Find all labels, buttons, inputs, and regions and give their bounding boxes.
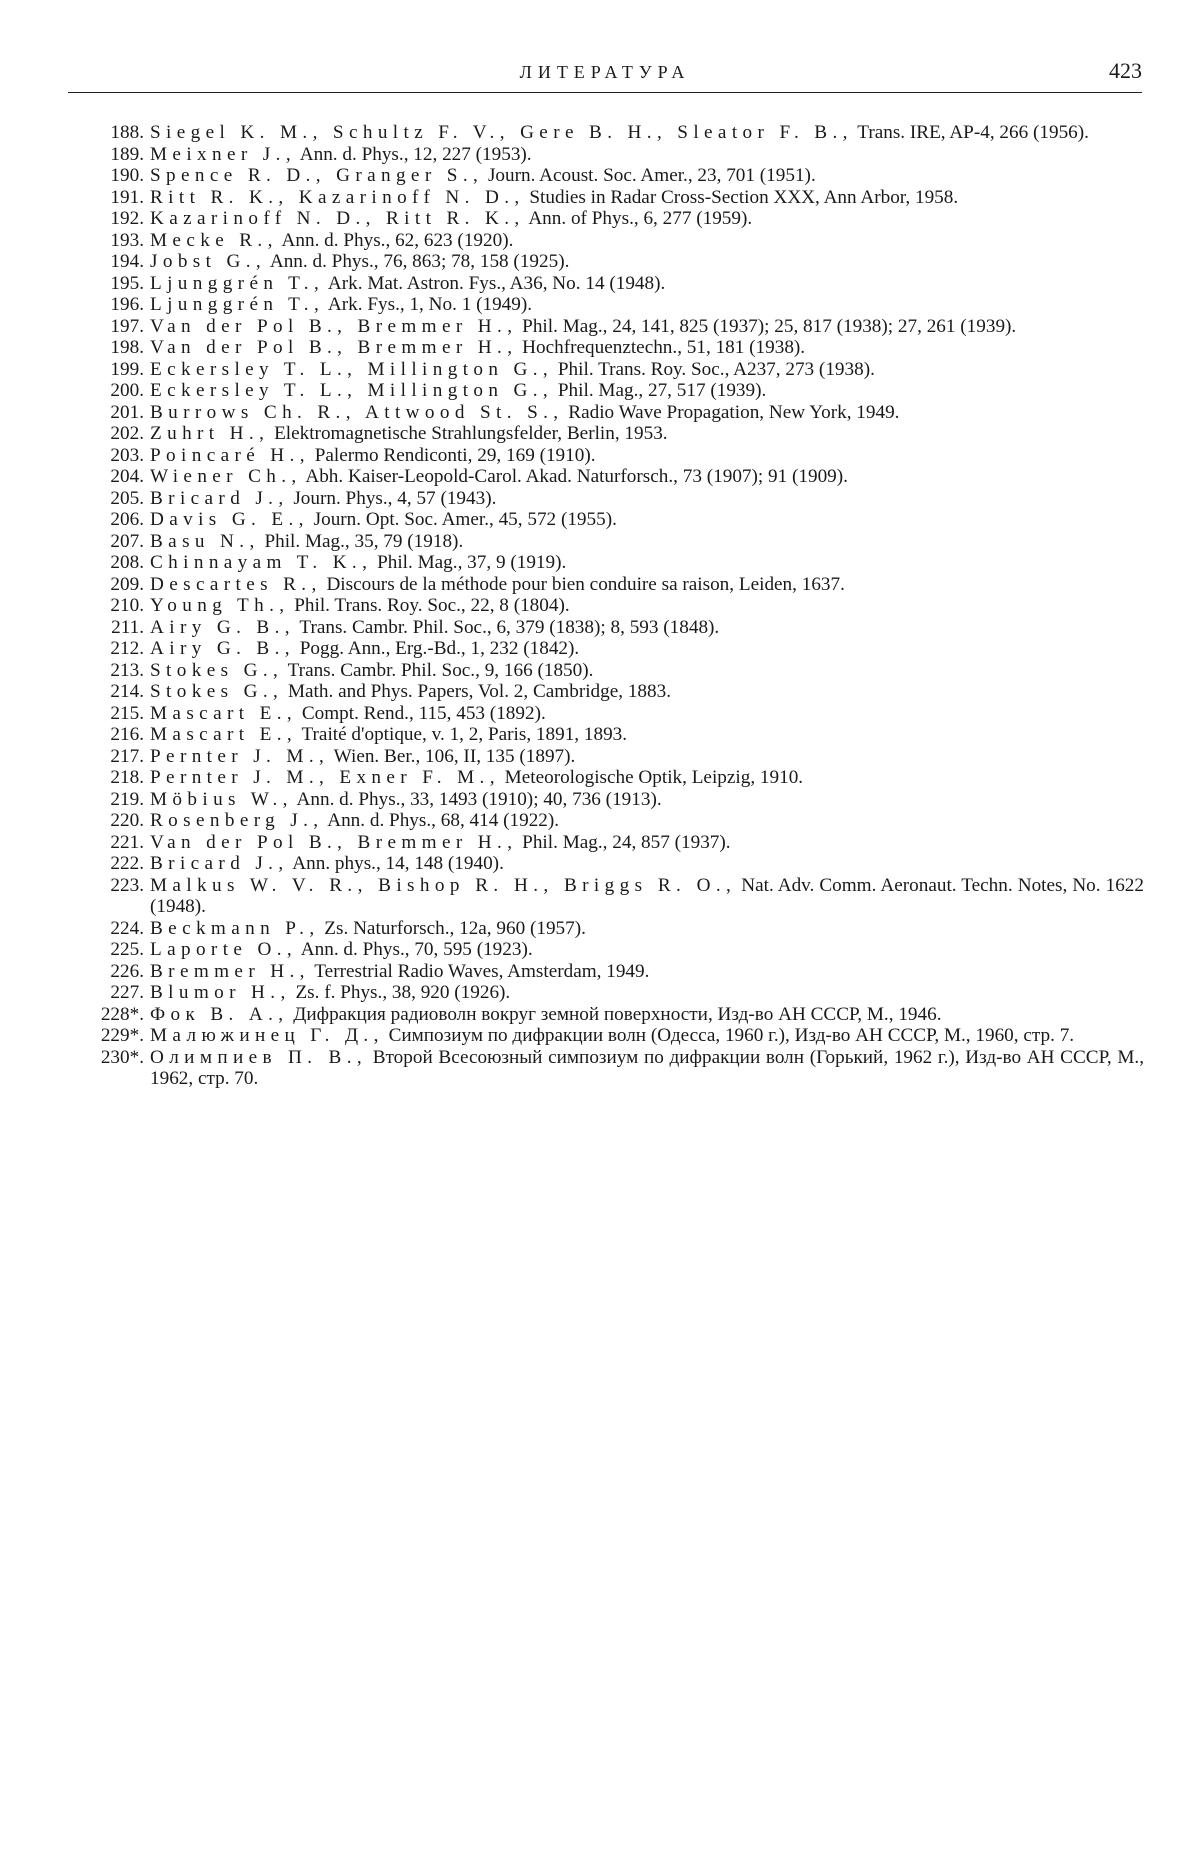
reference-authors: Beckmann P., [150,917,320,939]
reference-text [150,488,1144,510]
reference-authors: Van der Pol B., Bremmer H., [150,315,518,337]
reference-number: 201. [110,401,144,423]
reference-authors: Pernter J. M., Exner F. M., [150,767,500,788]
reference-authors: Ljunggrén T., [150,272,325,294]
reference-item [68,552,1144,574]
reference-authors: Descartes R., [150,573,322,595]
reference-number: 191. [110,186,144,208]
reference-number: 224. [110,917,144,939]
reference-authors: Фок В. А., [150,1003,289,1025]
reference-number: 211. [111,616,144,638]
reference-number: 205. [110,487,144,509]
reference-source: Ann. d. Phys., 62, 623 (1920). [281,229,514,251]
reference-source: Phil. Trans. Roy. Soc., 22, 8 (1804). [294,595,570,616]
running-title: ЛИТЕРАТУРА [519,62,691,82]
reference-source: Trans. IRE, AP-4, 266 (1956). [857,122,1089,143]
reference-source: Ann. d. Phys., 12, 227 (1953). [299,143,532,165]
reference-item [68,918,1144,940]
reference-item [68,165,1144,187]
reference-number: 203. [110,444,144,466]
reference-number: 188. [110,122,144,143]
reference-item [68,1004,1144,1026]
reference-text [150,509,1144,531]
reference-authors: Spence R. D., Granger S., [150,165,484,186]
reference-text [150,466,1144,488]
reference-number: 207. [110,530,144,552]
reference-source: Phil. Mag., 27, 517 (1939). [557,380,767,401]
reference-source: Phil. Trans. Roy. Soc., A237, 273 (1938). [557,358,875,380]
reference-number: 209. [110,573,144,595]
reference-text [150,316,1144,338]
reference-number: 229*. [100,1025,144,1046]
reference-source: Journ. Phys., 4, 57 (1943). [293,487,497,509]
reference-source: Phil. Mag., 24, 141, 825 (1937); 25, 817 (1938); 27, 261 (1939). [522,315,1017,337]
reference-text [150,595,1144,617]
reference-authors: Siegel K. M., Schultz F. V., Gere B. H., Sleator F. B., [150,122,853,143]
reference-text [150,681,1144,703]
reference-text [150,638,1144,660]
reference-number: 219. [110,788,144,810]
reference-text [150,552,1144,574]
reference-authors: Airy G. B., [150,616,295,638]
reference-authors: Stokes G., [150,659,284,681]
reference-number: 197. [110,315,144,337]
reference-number: 208. [110,552,144,573]
reference-authors: Basu N., [150,530,260,552]
reference-item [68,294,1144,316]
reference-authors: Олимпиев П. В., [150,1046,368,1068]
reference-authors: Airy G. B., [150,638,295,659]
reference-text [150,961,1144,983]
reference-item [68,638,1144,660]
reference-source: Trans. Cambr. Phil. Soc., 9, 166 (1850). [287,659,594,681]
reference-number: 210. [110,595,144,616]
reference-authors: Poincaré H., [150,444,310,466]
reference-number: 218. [110,767,144,788]
reference-source: Radio Wave Propagation, New York, 1949. [568,401,900,423]
reference-text [150,251,1144,273]
reference-source: Phil. Mag., 37, 9 (1919). [377,552,567,573]
reference-authors: Bremmer H., [150,960,310,982]
reference-text [150,445,1144,467]
reference-item [68,423,1144,445]
reference-text [150,703,1144,725]
reference-text [150,423,1144,445]
reference-text [150,660,1144,682]
reference-item [68,703,1144,725]
reference-number: 227. [110,982,144,1003]
reference-number: 202. [110,423,144,444]
reference-number: 215. [110,702,144,724]
reference-number: 214. [110,681,144,702]
reference-item [68,187,1144,209]
reference-text [150,1025,1144,1047]
reference-text [150,359,1144,381]
reference-authors: Wiener Ch., [150,466,302,487]
reference-text [150,746,1144,768]
reference-item [68,1047,1144,1090]
reference-number: 225. [110,939,144,960]
reference-item [68,316,1144,338]
reference-item [68,251,1144,273]
reference-text [150,767,1144,789]
reference-text [150,982,1144,1004]
reference-text [150,122,1144,144]
reference-text [150,789,1144,811]
reference-source: Journ. Acoust. Soc. Amer., 23, 701 (1951). [487,165,816,186]
reference-source: Trans. Cambr. Phil. Soc., 6, 379 (1838); 8, 593 (1848). [299,616,720,638]
reference-item [68,617,1144,639]
reference-item [68,595,1144,617]
reference-authors: Bricard J., [150,487,289,509]
reference-text [150,875,1144,918]
reference-item [68,337,1144,359]
reference-source: Дифракция радиоволн вокруг земной поверхности, Изд-во АН СССР, М., 1946. [293,1003,942,1025]
reference-authors: Pernter J. M., [150,745,330,767]
reference-item [68,574,1144,596]
reference-item [68,380,1144,402]
reference-item [68,939,1144,961]
reference-authors: Ritt R. K., Kazarinoff N. D., [150,186,525,208]
reference-item [68,660,1144,682]
reference-source: Terrestrial Radio Waves, Amsterdam, 1949. [314,960,650,982]
reference-number: 206. [110,509,144,530]
reference-item [68,531,1144,553]
reference-authors: Bricard J., [150,853,289,874]
reference-item [68,230,1144,252]
reference-text [150,402,1144,424]
reference-item [68,144,1144,166]
reference-text [150,1047,1144,1090]
reference-text [150,380,1144,402]
reference-number: 192. [110,208,144,229]
reference-number: 194. [110,251,144,272]
reference-source: Meteorologische Optik, Leipzig, 1910. [504,767,804,788]
reference-source: Compt. Rend., 115, 453 (1892). [301,702,546,724]
reference-number: 193. [110,229,144,251]
reference-source: Второй Всесоюзный симпозиум по дифракции волн (Горький, 1962 г.), Изд-во АН СССР, М., 1962, стр. 70. [150,1046,1144,1089]
reference-number: 216. [110,724,144,745]
reference-source: Studies in Radar Cross-Section XXX, Ann Arbor, 1958. [529,186,959,208]
reference-item [68,810,1144,832]
reference-text [150,165,1144,187]
reference-text [150,810,1144,832]
reference-number: 190. [110,165,144,186]
reference-authors: Burrows Ch. R., Attwood St. S., [150,401,564,423]
reference-text [150,1004,1144,1026]
reference-source: Ann. of Phys., 6, 277 (1959). [528,208,753,229]
reference-text [150,918,1144,940]
reference-text [150,853,1144,875]
reference-source: Math. and Phys. Papers, Vol. 2, Cambridge, 1883. [287,681,672,702]
reference-source: Ann. d. Phys., 76, 863; 78, 158 (1925). [269,251,570,272]
reference-source: Discours de la méthode pour bien conduire sa raison, Leiden, 1637. [326,573,845,595]
reference-text [150,832,1144,854]
reference-item [68,832,1144,854]
reference-item [68,208,1144,230]
reference-item [68,746,1144,768]
reference-source: Ark. Fys., 1, No. 1 (1949). [327,294,533,315]
reference-item [68,853,1144,875]
reference-source: Journ. Opt. Soc. Amer., 45, 572 (1955). [313,509,617,530]
reference-source: Phil. Mag., 24, 857 (1937). [522,831,731,853]
reference-authors: Blumor H., [150,982,291,1003]
reference-text [150,187,1144,209]
reference-number: 220. [110,810,144,831]
reference-number: 204. [110,466,144,487]
reference-authors: Meixner J., [150,143,296,165]
page-number: 423 [1109,58,1142,83]
reference-number: 221. [110,831,144,853]
reference-number: 222. [110,853,144,874]
reference-text [150,531,1144,553]
reference-number: 198. [110,337,144,358]
reference-authors: Jobst G., [150,251,267,272]
reference-item [68,724,1144,746]
reference-item [68,488,1144,510]
reference-source: Ann. phys., 14, 148 (1940). [292,853,504,874]
reference-authors: Van der Pol B., Bremmer H., [150,831,518,853]
reference-source: Wien. Ber., 106, II, 135 (1897). [333,745,576,767]
reference-authors: Eckersley T. L., Millington G., [150,380,554,401]
reference-authors: Malkus W. V. R., Bishop R. H., Briggs R. O., [150,874,737,896]
reference-authors: Zuhrt H., [150,423,270,444]
reference-authors: Mascart E., [150,702,298,724]
reference-text [150,939,1144,961]
header-rule [68,92,1142,93]
page-header [68,56,1142,96]
reference-authors: Van der Pol B., Bremmer H., [150,337,518,358]
reference-item [68,982,1144,1004]
reference-number: 195. [110,272,144,294]
reference-authors: Laporte O., [150,939,298,960]
reference-source: Traité d'optique, v. 1, 2, Paris, 1891, 1893. [301,724,628,745]
reference-source: Elektromagnetische Strahlungsfelder, Berlin, 1953. [274,423,668,444]
reference-item [68,789,1144,811]
reference-authors: Möbius W., [150,788,293,810]
reference-text [150,230,1144,252]
reference-item [68,681,1144,703]
reference-item [68,1025,1144,1047]
reference-authors: Rosenberg J., [150,810,324,831]
reference-source: Zs. Naturforsch., 12a, 960 (1957). [324,917,586,939]
reference-item [68,445,1144,467]
reference-item [68,402,1144,424]
reference-source: Palermo Rendiconti, 29, 169 (1910). [314,444,596,466]
reference-item [68,273,1144,295]
reference-authors: Mascart E., [150,724,298,745]
reference-number: 226. [110,960,144,982]
reference-item [68,961,1144,983]
reference-authors: Mecke R., [150,229,278,251]
reference-item [68,466,1144,488]
reference-number: 230*. [100,1046,144,1068]
reference-source: Hochfrequenztechn., 51, 181 (1938). [522,337,806,358]
reference-number: 228*. [100,1003,144,1025]
reference-number: 223. [110,874,144,896]
reference-number: 212. [110,638,144,659]
reference-text [150,144,1144,166]
reference-authors: Ljunggrén T., [150,294,325,315]
reference-authors: Kazarinoff N. D., Ritt R. K., [150,208,525,229]
reference-source: Abh. Kaiser-Leopold-Carol. Akad. Naturforsch., 73 (1907); 91 (1909). [305,466,848,487]
reference-source: Zs. f. Phys., 38, 920 (1926). [295,982,511,1003]
reference-source: Nat. Adv. Comm. Aeronaut. Techn. Notes, No. 1622 (1948). [150,874,1144,917]
reference-number: 217. [110,745,144,767]
reference-authors: Chinnayam T. K., [150,552,373,573]
reference-authors: Stokes G., [150,681,284,702]
reference-item [68,359,1144,381]
reference-number: 189. [110,143,144,165]
reference-authors: Eckersley T. L., Millington G., [150,358,554,380]
reference-source: Phil. Mag., 35, 79 (1918). [264,530,464,552]
reference-text [150,337,1144,359]
reference-item [68,509,1144,531]
reference-source: Ann. d. Phys., 68, 414 (1922). [327,810,560,831]
reference-list [68,122,1144,1090]
reference-number: 196. [110,294,144,315]
reference-source: Ann. d. Phys., 33, 1493 (1910); 40, 736 (1913). [296,788,662,810]
reference-item [68,767,1144,789]
reference-text [150,574,1144,596]
reference-authors: Davis G. E., [150,509,309,530]
reference-number: 199. [110,358,144,380]
reference-number: 200. [110,380,144,401]
reference-source: Ann. d. Phys., 70, 595 (1923). [300,939,533,960]
reference-source: Pogg. Ann., Erg.-Bd., 1, 232 (1842). [299,638,580,659]
reference-text [150,724,1144,746]
reference-authors: Малюжинец Г. Д., [150,1025,384,1046]
reference-number: 213. [110,659,144,681]
reference-authors: Young Th., [150,595,290,616]
reference-source: Симпозиум по дифракции волн (Одесса, 1960 г.), Изд-во АН СССР, М., 1960, стр. 7. [388,1025,1075,1046]
reference-text [150,273,1144,295]
reference-text [150,617,1144,639]
reference-text [150,294,1144,316]
reference-text [150,208,1144,230]
reference-item [68,875,1144,918]
reference-source: Ark. Mat. Astron. Fys., A36, No. 14 (1948). [327,272,666,294]
reference-item [68,122,1144,144]
